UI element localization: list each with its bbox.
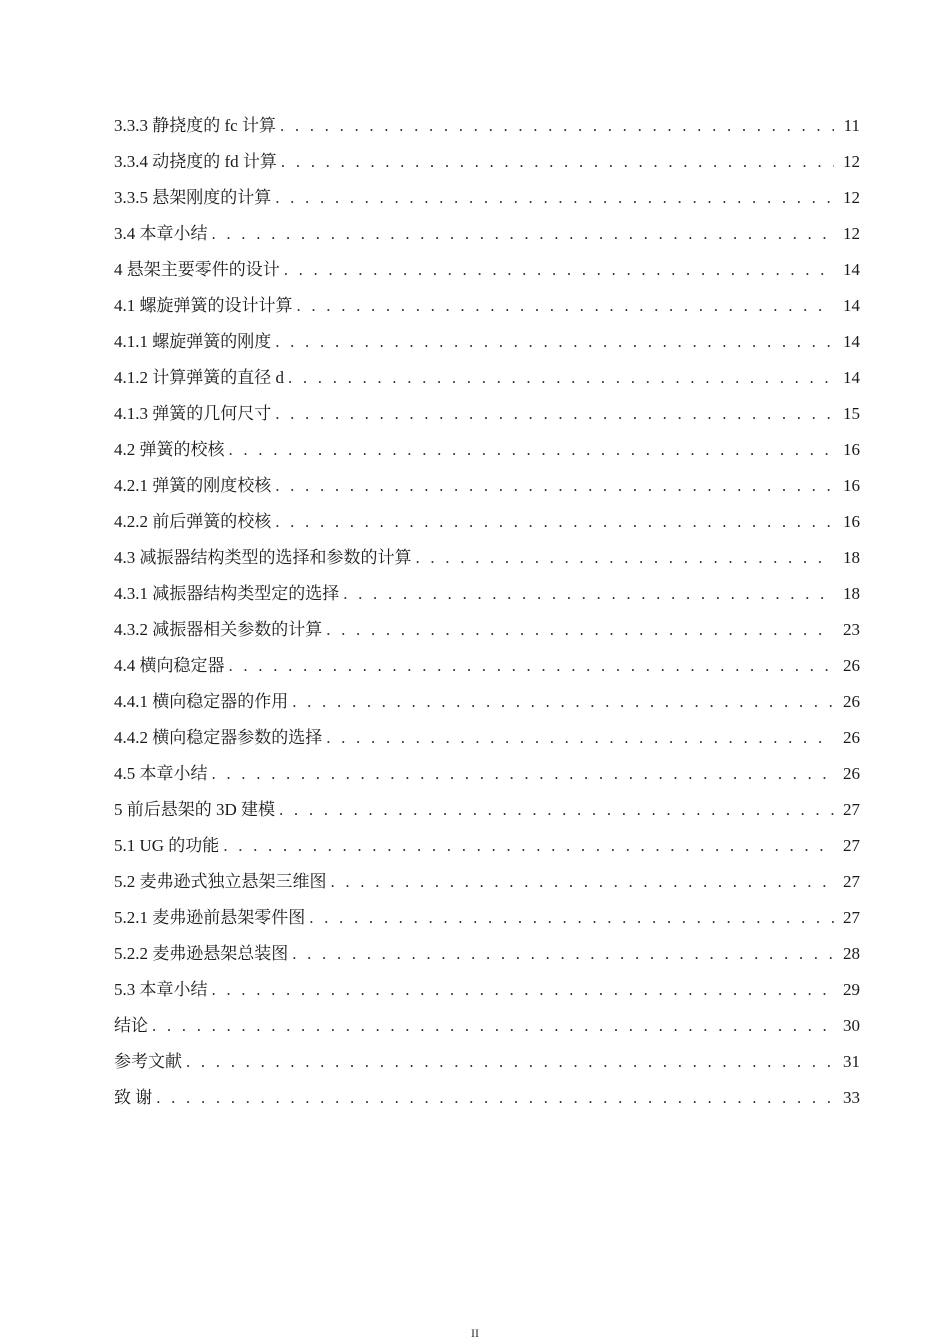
- toc-entry-title: 4.3 减振器结构类型的选择和参数的计算: [114, 548, 412, 567]
- toc-entry[interactable]: [114, 108, 860, 144]
- dot-leader: [297, 288, 835, 324]
- toc-entry-page: 31: [843, 1052, 860, 1071]
- dot-leader: [275, 180, 834, 216]
- dot-leader: [326, 720, 834, 756]
- dot-leader: [281, 144, 834, 180]
- toc-entry-title: 4.2 弹簧的校核: [114, 440, 225, 459]
- toc-entry-title: 3.4 本章小结: [114, 224, 208, 243]
- dot-leader: [156, 1080, 834, 1116]
- toc-entry-page: 18: [843, 584, 860, 603]
- dot-leader: [292, 936, 834, 972]
- dot-leader: [152, 1008, 834, 1044]
- dot-leader: [331, 864, 835, 900]
- toc-entry[interactable]: [114, 180, 860, 216]
- toc-entry-page: 14: [843, 260, 860, 279]
- toc-entry-page: 23: [843, 620, 860, 639]
- toc-entry[interactable]: [114, 720, 860, 756]
- toc-entry-page: 27: [843, 908, 860, 927]
- toc-entry-title: 5.2.2 麦弗逊悬架总装图: [114, 944, 289, 963]
- toc-entry-title: 4 悬架主要零件的设计: [114, 260, 280, 279]
- toc-entry[interactable]: [114, 540, 860, 576]
- dot-leader: [288, 360, 834, 396]
- toc-entry-page: 28: [843, 944, 860, 963]
- toc-entry-title: 3.3.4 动挠度的 fd 计算: [114, 152, 277, 171]
- toc-entry-title: 4.1 螺旋弹簧的设计计算: [114, 296, 293, 315]
- toc-entry-page: 12: [843, 152, 860, 171]
- dot-leader: [275, 468, 834, 504]
- toc-entry-title: 3.3.5 悬架刚度的计算: [114, 188, 272, 207]
- dot-leader: [223, 828, 834, 864]
- toc-entry-title: 5.1 UG 的功能: [114, 836, 220, 855]
- toc-entry-title: 结论: [114, 1016, 148, 1035]
- toc-entry[interactable]: [114, 504, 860, 540]
- toc-entry-page: 16: [843, 440, 860, 459]
- toc-entry-page: 26: [843, 692, 860, 711]
- toc-entry-title: 4.4.2 横向稳定器参数的选择: [114, 728, 323, 747]
- dot-leader: [309, 900, 834, 936]
- toc-entry-title: 4.3.1 减振器结构类型定的选择: [114, 584, 340, 603]
- toc-entry[interactable]: [114, 144, 860, 180]
- toc-entry-page: 12: [843, 224, 860, 243]
- toc-entry[interactable]: [114, 864, 860, 900]
- toc-entry-title: 5.2.1 麦弗逊前悬架零件图: [114, 908, 306, 927]
- dot-leader: [186, 1044, 834, 1080]
- dot-leader: [275, 504, 834, 540]
- toc-entry-page: 26: [843, 656, 860, 675]
- toc-entry-title: 4.2.2 前后弹簧的校核: [114, 512, 272, 531]
- toc-entry-page: 11: [843, 116, 860, 135]
- dot-leader: [279, 792, 834, 828]
- dot-leader: [280, 108, 834, 144]
- toc-entry-page: 26: [843, 728, 860, 747]
- dot-leader: [326, 612, 834, 648]
- toc-entry-page: 15: [843, 404, 860, 423]
- toc-entry[interactable]: [114, 828, 860, 864]
- toc-entry-title: 3.3.3 静挠度的 fc 计算: [114, 116, 276, 135]
- toc-entry-page: 27: [843, 872, 860, 891]
- table-of-contents: [114, 108, 860, 1116]
- toc-entry[interactable]: [114, 1008, 860, 1044]
- toc-entry[interactable]: [114, 468, 860, 504]
- toc-entry[interactable]: [114, 288, 860, 324]
- toc-entry-page: 26: [843, 764, 860, 783]
- dot-leader: [275, 396, 834, 432]
- toc-entry-title: 5 前后悬架的 3D 建模: [114, 800, 276, 819]
- toc-entry-page: 16: [843, 512, 860, 531]
- toc-entry[interactable]: [114, 576, 860, 612]
- toc-entry[interactable]: [114, 972, 860, 1008]
- toc-entry-title: 致 谢: [114, 1088, 153, 1107]
- toc-entry-title: 4.1.3 弹簧的几何尺寸: [114, 404, 272, 423]
- toc-entry[interactable]: [114, 360, 860, 396]
- toc-entry-page: 16: [843, 476, 860, 495]
- toc-entry[interactable]: [114, 612, 860, 648]
- toc-entry[interactable]: [114, 648, 860, 684]
- toc-entry-page: 14: [843, 332, 860, 351]
- toc-entry-title: 4.1.2 计算弹簧的直径 d: [114, 368, 284, 387]
- dot-leader: [416, 540, 835, 576]
- toc-entry[interactable]: [114, 1044, 860, 1080]
- toc-entry-page: 14: [843, 368, 860, 387]
- dot-leader: [292, 684, 834, 720]
- page-number: II: [471, 1326, 479, 1340]
- toc-entry-page: 27: [843, 800, 860, 819]
- toc-entry[interactable]: [114, 432, 860, 468]
- toc-entry[interactable]: [114, 756, 860, 792]
- toc-entry[interactable]: [114, 900, 860, 936]
- toc-entry[interactable]: [114, 936, 860, 972]
- toc-entry-page: 12: [843, 188, 860, 207]
- toc-entry-title: 4.4.1 横向稳定器的作用: [114, 692, 289, 711]
- toc-entry-title: 4.2.1 弹簧的刚度校核: [114, 476, 272, 495]
- dot-leader: [229, 648, 835, 684]
- dot-leader: [229, 432, 835, 468]
- toc-entry[interactable]: [114, 684, 860, 720]
- dot-leader: [284, 252, 834, 288]
- toc-entry-page: 30: [843, 1016, 860, 1035]
- toc-entry-page: 18: [843, 548, 860, 567]
- toc-entry[interactable]: [114, 1080, 860, 1116]
- toc-entry[interactable]: [114, 252, 860, 288]
- dot-leader: [212, 216, 835, 252]
- dot-leader: [212, 756, 835, 792]
- toc-entry-title: 5.3 本章小结: [114, 980, 208, 999]
- toc-entry-title: 4.1.1 螺旋弹簧的刚度: [114, 332, 272, 351]
- toc-entry-title: 4.5 本章小结: [114, 764, 208, 783]
- toc-entry-title: 参考文献: [114, 1052, 182, 1071]
- toc-entry-title: 4.3.2 减振器相关参数的计算: [114, 620, 323, 639]
- toc-entry-title: 5.2 麦弗逊式独立悬架三维图: [114, 872, 327, 891]
- dot-leader: [275, 324, 834, 360]
- toc-entry-page: 27: [843, 836, 860, 855]
- toc-entry-page: 14: [843, 296, 860, 315]
- toc-entry[interactable]: [114, 216, 860, 252]
- dot-leader: [343, 576, 834, 612]
- toc-entry[interactable]: [114, 396, 860, 432]
- toc-entry[interactable]: [114, 324, 860, 360]
- toc-entry-page: 29: [843, 980, 860, 999]
- dot-leader: [212, 972, 835, 1008]
- toc-entry-page: 33: [843, 1088, 860, 1107]
- toc-entry-title: 4.4 横向稳定器: [114, 656, 225, 675]
- toc-entry[interactable]: [114, 792, 860, 828]
